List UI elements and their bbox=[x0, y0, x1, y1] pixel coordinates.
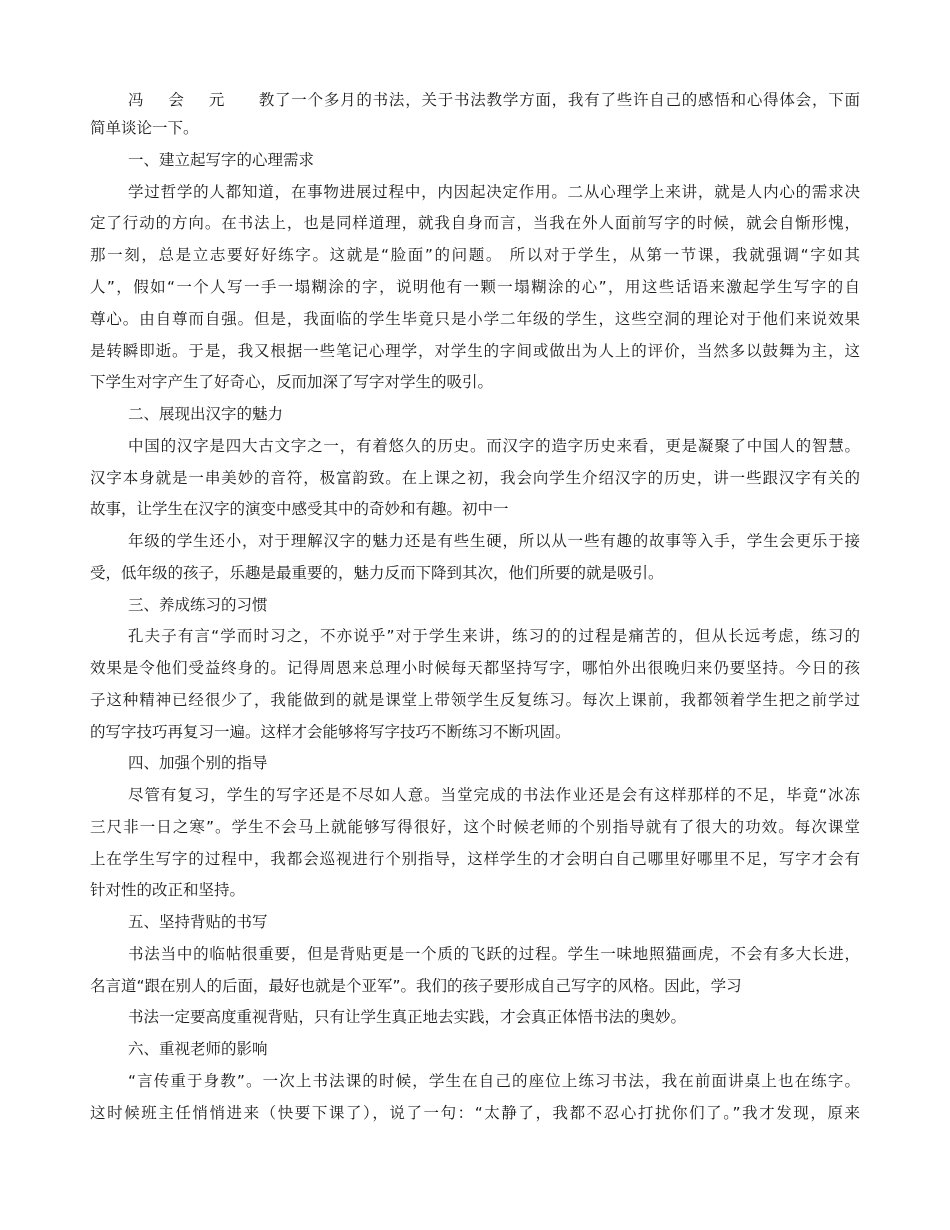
paragraph-line: 书法一定要高度重视背贴，只有让学生真正地去实践，才会真正体悟书法的奥妙。 bbox=[128, 1008, 687, 1026]
paragraph-line: 上在学生写字的过程中，我都会巡视进行个别指导，这样学生的才会明白自己哪里好哪里不足，写字才会有 bbox=[90, 850, 860, 868]
paragraph-line: 简单谈论一下。 bbox=[90, 119, 199, 137]
author-name: 冯 会 元 bbox=[128, 91, 235, 109]
paragraph-line: 子这种精神已经很少了，我能做到的就是课堂上带领学生反复练习。每次上课前，我都领着学生把之前学过 bbox=[90, 691, 860, 709]
paragraph-line: 这时候班主任悄悄进来（快要下课了），说了一句：“太静了，我都不忍心打扰你们了。”我才发现，原来 bbox=[90, 1104, 860, 1122]
paragraph-line: 效果是令他们受益终身的。记得周恩来总理小时候每天都坚持写字，哪怕外出很晚归来仍要坚持。今日的孩 bbox=[90, 659, 860, 677]
paragraph-line: 定了行动的方向。在书法上，也是同样道理，就我自身而言，当我在外人面前写字的时候，就会自惭形愧， bbox=[90, 214, 860, 232]
paragraph-line: 下学生对字产生了好奇心，反而加深了写字对学生的吸引。 bbox=[90, 373, 494, 391]
paragraph-line: 书法当中的临帖很重要，但是背贴更是一个质的飞跃的过程。学生一味地照猫画虎，不会有多大长进， bbox=[128, 945, 860, 963]
section-heading: 五、坚持背贴的书写 bbox=[128, 913, 268, 931]
paragraph-line: 受，低年级的孩子，乐趣是最重要的，魅力反而下降到其次，他们所要的就是吸引。 bbox=[90, 564, 664, 582]
paragraph-line: 名言道“跟在别人的后面，最好也就是个亚军”。我们的孩子要形成自己写字的风格。因此，学习 bbox=[90, 977, 742, 995]
paragraph-line: 尊心。由自尊而自强。但是，我面临的学生毕竟只是小学二年级的学生，这些空洞的理论对于他们来说效果 bbox=[90, 310, 860, 328]
paragraph-line: 三尺非一日之寒”。学生不会马上就能够写得很好，这个时候老师的个别指导就有了很大的功效。每次课堂 bbox=[90, 818, 860, 836]
section-heading: 一、建立起写字的心理需求 bbox=[128, 151, 315, 169]
paragraph-line: 人”，假如“一个人写一手一塌糊涂的字，说明他有一颗一塌糊涂的心”，用这些话语来激起学生写字的自 bbox=[90, 278, 860, 296]
paragraph-line: 那一刻，总是立志要好好练字。这就是“脸面”的问题。 所以对于学生，从第一节课，我就强调“字如其 bbox=[90, 246, 860, 264]
paragraph-line: “言传重于身教”。一次上书法课的时候，学生在自己的座位上练习书法，我在前面讲桌上也在练字。 bbox=[128, 1072, 860, 1090]
paragraph-line: 针对性的改正和坚持。 bbox=[90, 881, 246, 899]
section-heading: 二、展现出汉字的魅力 bbox=[128, 405, 284, 423]
paragraph-line: 孔夫子有言“学而时习之，不亦说乎”对于学生来讲，练习的的过程是痛苦的，但从长远考虑，练习的 bbox=[128, 627, 860, 645]
paragraph-line: 冯 会 元 教了一个多月的书法，关于书法教学方面，我有了些许自己的感悟和心得体会，下面 bbox=[128, 91, 860, 109]
paragraph-line: 年级的学生还小，对于理解汉字的魅力还是有些生硬，所以从一些有趣的故事等入手，学生会更乐于接 bbox=[128, 532, 860, 550]
section-heading: 三、养成练习的习惯 bbox=[128, 596, 268, 614]
section-heading: 四、加强个别的指导 bbox=[128, 754, 268, 772]
paragraph-line: 中国的汉字是四大古文字之一，有着悠久的历史。而汉字的造字历史来看，更是凝聚了中国人的智慧。 bbox=[128, 437, 860, 455]
paragraph-line: 尽管有复习，学生的写字还是不尽如人意。当堂完成的书法作业还是会有这样那样的不足，毕竟“冰冻 bbox=[128, 786, 860, 804]
section-heading: 六、重视老师的影响 bbox=[128, 1040, 268, 1058]
paragraph-line: 的写字技巧再复习一遍。这样才会能够将写字技巧不断练习不断巩固。 bbox=[90, 723, 571, 741]
paragraph-line: 故事，让学生在汉字的演变中感受其中的奇妙和有趣。初中一 bbox=[90, 500, 509, 518]
paragraph-line: 学过哲学的人都知道，在事物进展过程中，内因起决定作用。二从心理学上来讲，就是人内心的需求决 bbox=[128, 183, 860, 201]
paragraph-line: 是转瞬即逝。于是，我又根据一些笔记心理学，对学生的字间或做出为人上的评价，当然多以鼓舞为主，这 bbox=[90, 342, 860, 360]
paragraph-line: 汉字本身就是一串美妙的音符，极富韵致。在上课之初，我会向学生介绍汉字的历史，讲一些跟汉字有关的 bbox=[90, 469, 860, 487]
